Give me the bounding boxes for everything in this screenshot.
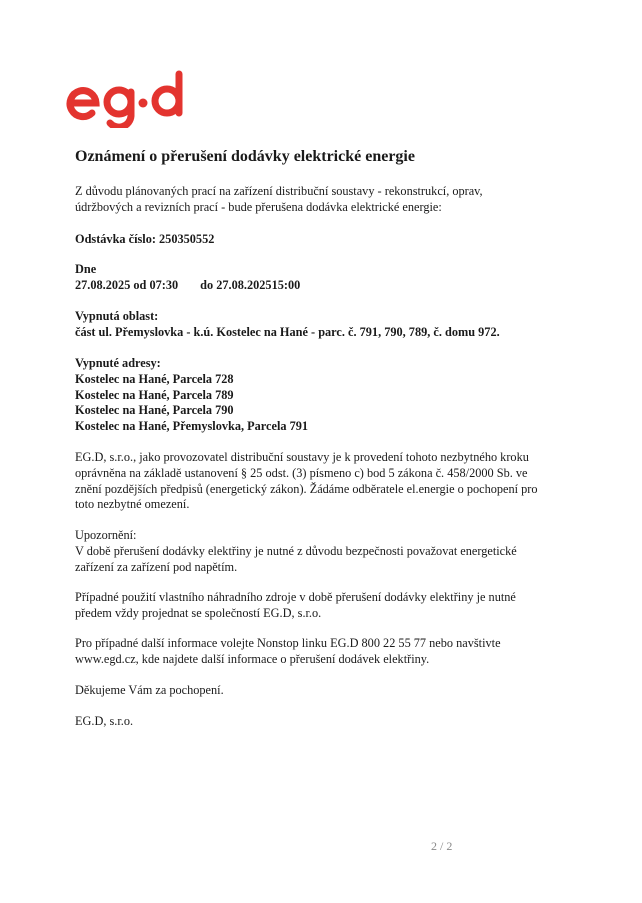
legal-paragraph: EG.D, s.r.o., jako provozovatel distribuční soustavy je k provedení tohoto nezbytného kroku oprávněna na základě ustanovení § 25 odst. (3) písmeno c) bod 5 zákona č. 458/2000 Sb. ve znění pozdějších předpisů (energetický zákon). Žádáme odběratele el.energie o pochopení pro toto nezbytné omezení. (75, 450, 538, 512)
date-range: 27.08.2025 od 07:30 do 27.08.202515:00 (75, 277, 301, 292)
backup-source-paragraph: Případné použití vlastního náhradního zdroje v době přerušení dodávky elektřiny je nutné předem vždy projednat se společností EG.D, s.r.o. (75, 590, 516, 620)
area-section (75, 309, 595, 341)
page-indicator: 2 / 2 (431, 839, 453, 853)
info-paragraph: Pro případné další informace volejte Nonstop linku EG.D 800 22 55 77 nebo navštivte www.egd.cz, kde najdete další informace o přerušení dodávek elektřiny. (75, 636, 501, 666)
signature: EG.D, s.r.o. (75, 714, 134, 728)
page-title: Oznámení o přerušení dodávky elektrické energie (75, 148, 415, 165)
address-item: Kostelec na Hané, Parcela 789 (75, 387, 234, 402)
address-item: Kostelec na Hané, Parcela 728 (75, 371, 234, 386)
egd-logo (66, 70, 186, 128)
addresses-section (75, 356, 575, 435)
date-heading: Dne (75, 262, 97, 276)
addresses-heading: Vypnuté adresy: (75, 356, 161, 370)
warning-paragraph: Upozornění: V době přerušení dodávky elektřiny je nutné z důvodu bezpečnosti považovat energetické zařízení za zařízení pod napětím. (75, 528, 517, 574)
thanks-line: Děkujeme Vám za pochopení. (75, 683, 224, 697)
intro-paragraph: Z důvodu plánovaných prací na zařízení distribuční soustavy - rekonstrukcí, oprav, údržbových a revizních prací - bude přerušena dodávka elektrické energie: (75, 184, 483, 214)
address-item: Kostelec na Hané, Parcela 790 (75, 403, 234, 418)
outage-number: Odstávka číslo: 250350552 (75, 232, 215, 246)
area-text: část ul. Přemyslovka - k.ú. Kostelec na Hané - parc. č. 791, 790, 789, č. domu 972. (75, 324, 500, 339)
address-item: Kostelec na Hané, Přemyslovka, Parcela 791 (75, 419, 309, 434)
date-section (75, 262, 575, 294)
area-heading: Vypnutá oblast: (75, 309, 159, 323)
